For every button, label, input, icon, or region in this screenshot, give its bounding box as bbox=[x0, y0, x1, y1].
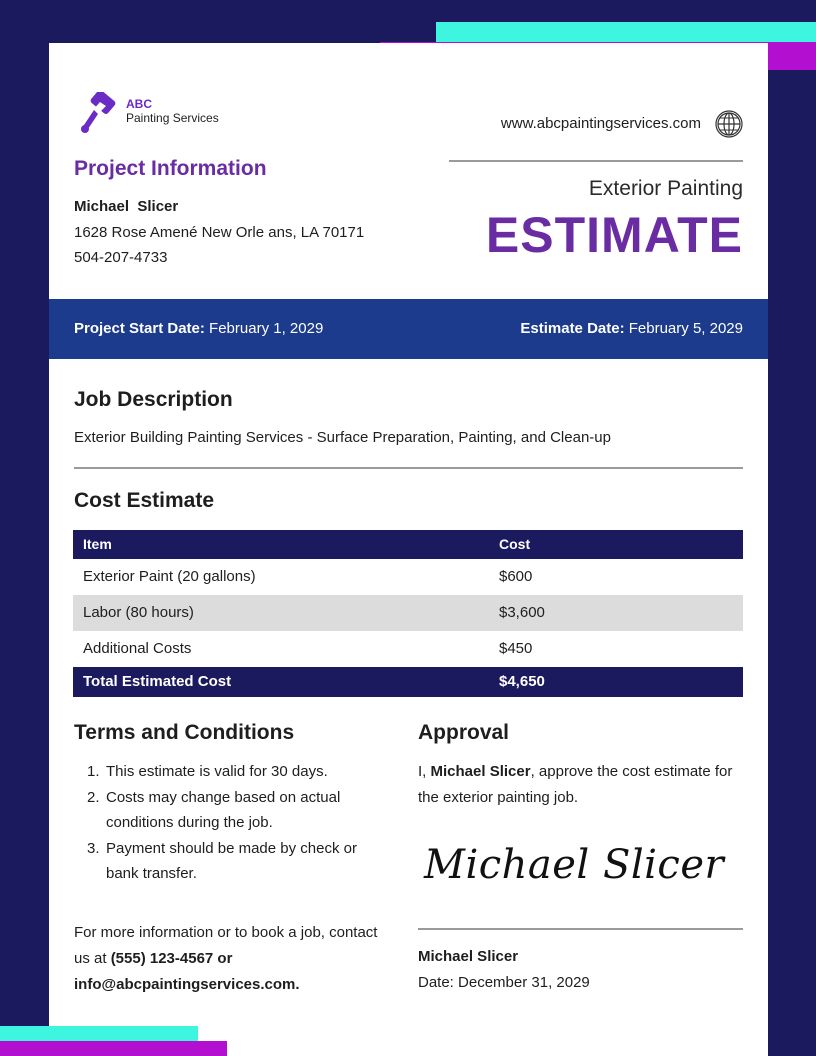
term-text: Payment should be made by check or bank transfer. bbox=[106, 839, 357, 882]
website-link[interactable]: www.abcpaintingservices.com bbox=[500, 115, 701, 132]
row-cost: $3,600 bbox=[499, 604, 545, 621]
terms-title: Terms and Conditions bbox=[74, 721, 295, 744]
row-item: Labor (80 hours) bbox=[83, 604, 194, 621]
job-description-title: Job Description bbox=[74, 388, 233, 411]
globe-icon bbox=[715, 110, 743, 138]
approval-title: Approval bbox=[418, 721, 510, 744]
client-address: 1628 Rose Amené New Orle ans, LA 70171 bbox=[74, 224, 365, 241]
approval-prefix: I, bbox=[418, 763, 431, 780]
term-text: Costs may change based on actual conditions during the job. bbox=[106, 788, 341, 831]
term-text: This estimate is valid for 30 days. bbox=[106, 763, 328, 780]
cost-table bbox=[73, 530, 743, 697]
total-label: Total Estimated Cost bbox=[83, 673, 232, 690]
contact-info bbox=[74, 920, 384, 998]
estimate-subtitle: Exterior Painting bbox=[588, 177, 743, 200]
term-number: 3. bbox=[87, 839, 100, 857]
estimate-date-value: February 5, 2029 bbox=[628, 320, 743, 337]
approval-suffix: , approve the cost estimate for the exterior painting job. bbox=[418, 763, 733, 806]
approval-statement bbox=[418, 759, 743, 811]
section-divider bbox=[74, 467, 743, 469]
client-phone: 504-207-4733 bbox=[74, 249, 168, 266]
column-header-cost: Cost bbox=[499, 536, 531, 552]
signature: Michael Slicer bbox=[424, 842, 725, 888]
row-item: Exterior Paint (20 gallons) bbox=[83, 568, 256, 585]
list-item bbox=[74, 785, 384, 836]
signature-date: Date: December 31, 2029 bbox=[418, 974, 590, 991]
list-item bbox=[74, 836, 384, 887]
project-info-title: Project Information bbox=[74, 157, 267, 180]
cost-estimate-title: Cost Estimate bbox=[74, 489, 215, 512]
logo-company-name: Painting Services bbox=[126, 111, 219, 125]
row-item: Additional Costs bbox=[83, 640, 192, 657]
estimate-date bbox=[520, 320, 743, 337]
total-value: $4,650 bbox=[499, 673, 545, 690]
table-row bbox=[73, 631, 743, 667]
term-number: 2. bbox=[87, 788, 100, 806]
decor-bar-cyan-bottom bbox=[0, 1026, 198, 1041]
logo-abbr: ABC bbox=[126, 97, 152, 111]
estimate-date-label: Estimate Date: bbox=[520, 320, 625, 337]
client-name: Michael Slicer bbox=[74, 198, 179, 215]
header-divider bbox=[449, 160, 743, 162]
terms-list bbox=[74, 759, 384, 887]
project-start-date bbox=[74, 320, 323, 337]
contact-details[interactable]: (555) 123-4567 or info@abcpaintingservices.com. bbox=[74, 950, 300, 993]
table-row bbox=[73, 595, 743, 631]
estimate-title: ESTIMATE bbox=[485, 207, 743, 263]
date-band bbox=[49, 299, 768, 359]
start-date-label: Project Start Date: bbox=[74, 320, 205, 337]
list-item bbox=[74, 759, 384, 785]
approval-name: Michael Slicer bbox=[430, 763, 531, 780]
signature-line bbox=[418, 928, 743, 930]
table-total-row bbox=[73, 667, 743, 697]
paint-roller-logo-icon bbox=[76, 92, 120, 136]
signer-name: Michael Slicer bbox=[418, 948, 519, 965]
decor-bar-magenta-bottom bbox=[0, 1041, 227, 1056]
column-header-item: Item bbox=[83, 536, 112, 552]
table-header bbox=[73, 530, 743, 559]
term-number: 1. bbox=[87, 763, 100, 780]
job-description-text: Exterior Building Painting Services - Surface Preparation, Painting, and Clean-up bbox=[74, 429, 611, 446]
row-cost: $600 bbox=[499, 568, 533, 585]
contact-prefix: For more information or to book a job, contact us at bbox=[74, 924, 378, 967]
table-row bbox=[73, 559, 743, 595]
row-cost: $450 bbox=[499, 640, 533, 657]
start-date-value: February 1, 2029 bbox=[209, 320, 324, 337]
